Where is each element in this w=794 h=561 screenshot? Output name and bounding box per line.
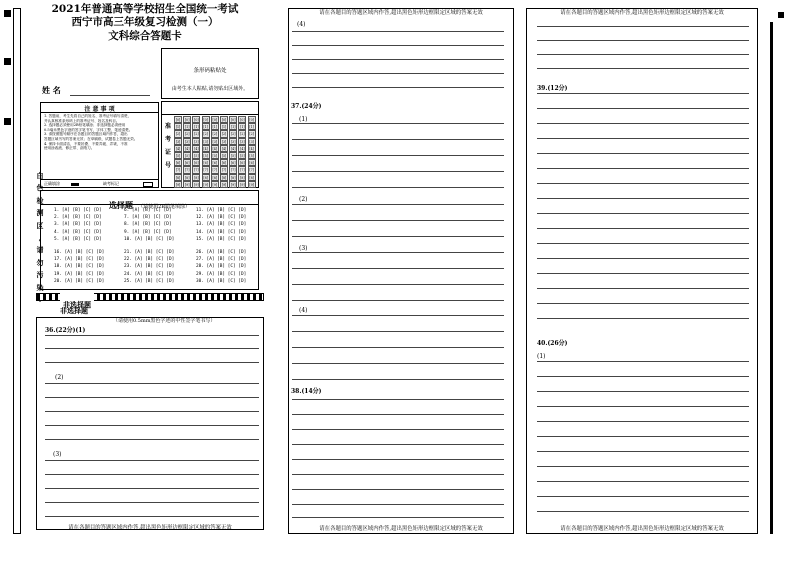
exam-digit-bubble[interactable]: [2] (249, 132, 254, 137)
notice-item: 答题区域书写的答案无效；在草稿纸、试题卷上答题无效。 (44, 136, 138, 141)
exam-digit-bubble[interactable]: [7] (230, 168, 236, 173)
exam-digit-bubble[interactable]: [2] (221, 132, 227, 137)
answer-line[interactable] (537, 243, 749, 244)
exam-digit-bubble[interactable]: [9] (230, 182, 236, 187)
q36-label: 36.(22分)(1) (45, 327, 86, 334)
col3-header-notice: 请在各题目的答题区域内作答,超出黑色矩形边框限定区域的答案无效 (560, 10, 724, 16)
answer-line[interactable] (292, 300, 504, 301)
exam-digit-bubble[interactable]: [7] (221, 168, 227, 173)
barcode-area (161, 48, 259, 99)
answer-line[interactable] (45, 397, 259, 398)
col1-footer-notice: 请在各题目的答题区域内作答,超出黑色矩形边框限定区域的答案无效 (68, 525, 232, 531)
exam-digit-bubble[interactable]: [7] (203, 168, 208, 173)
q36-part2-label: (2) (55, 374, 64, 381)
exam-number-label-char: 证 (164, 149, 171, 156)
exam-number-label-char: 准 (164, 123, 171, 130)
side-label-char: 色 (36, 183, 44, 193)
choice-group[interactable] (54, 207, 102, 243)
exam-digit-bubble[interactable]: [6] (230, 161, 236, 166)
exam-digit-bubble[interactable]: [1] (194, 125, 199, 130)
exam-digit-bubble[interactable]: [9] (212, 182, 218, 187)
notice-title: 注 意 事 项 (84, 106, 115, 113)
exam-number-label-char: 号 (164, 162, 171, 169)
answer-line[interactable] (292, 284, 504, 285)
side-label-char: 染 (36, 282, 44, 292)
answer-line[interactable] (537, 40, 749, 41)
answer-line[interactable] (45, 488, 259, 489)
answer-line[interactable] (292, 187, 504, 188)
answer-line[interactable] (292, 489, 504, 490)
exam-digit-bubble[interactable]: [8] (240, 175, 245, 180)
name-field[interactable] (70, 95, 150, 96)
exam-digit-bubble[interactable]: [4] (194, 146, 199, 151)
notice-item: 并认真核准条形码上的准考证号、姓名及科目。 (44, 118, 120, 123)
answer-line[interactable] (537, 361, 749, 362)
exam-digit-bubble[interactable]: [8] (184, 175, 190, 180)
answer-line[interactable] (292, 155, 504, 156)
exam-digit-column[interactable] (248, 116, 256, 188)
exam-digit-bubble[interactable]: [4] (221, 146, 227, 151)
answer-line[interactable] (45, 439, 259, 440)
nonchoice-title-below: 非选择题 (60, 306, 88, 315)
side-label-char: 污 (36, 270, 44, 280)
answer-line[interactable] (537, 273, 749, 274)
exam-digit-bubble[interactable]: [0] (240, 118, 245, 122)
col3-footer-notice: 请在各题目的答题区域内作答,超出黑色矩形边框限定区域的答案无效 (560, 526, 724, 532)
answer-line[interactable] (292, 379, 504, 380)
choice-question-row[interactable]: 26. [A] [B] [C] [D] (196, 250, 247, 255)
exam-number-columns[interactable] (174, 116, 258, 188)
choice-group[interactable] (196, 249, 246, 285)
choice-question-row[interactable]: 14. [A] [B] [C] [D] (196, 229, 247, 235)
exam-digit-bubble[interactable]: [6] (203, 161, 208, 166)
exam-digit-bubble[interactable]: [7] (249, 168, 254, 173)
exam-digit-bubble[interactable]: [5] (240, 153, 245, 158)
registration-mark-low-left (4, 118, 11, 125)
col2-footer-notice: 请在各题目的答题区域内作答,超出黑色矩形边框限定区域的答案无效 (319, 526, 483, 532)
answer-line[interactable] (45, 411, 259, 412)
exam-digit-bubble[interactable]: [1] (212, 125, 218, 130)
answer-line[interactable] (292, 414, 504, 415)
choice-question-row[interactable]: 21. [A] [B] [C] [D] (124, 250, 175, 255)
side-label-char: 白 (36, 171, 44, 180)
answer-line[interactable] (537, 466, 749, 467)
answer-line[interactable] (537, 108, 749, 109)
answer-line[interactable] (537, 288, 749, 289)
choice-question-row[interactable]: 28. [A] [B] [C] [D] (196, 264, 247, 270)
q37-part4-label: (4) (299, 307, 308, 314)
answer-line[interactable] (537, 213, 749, 214)
choice-group[interactable] (196, 207, 246, 243)
choice-question-row[interactable]: 25. [A] [B] [C] [D] (124, 278, 175, 284)
q37-part3-label: (3) (299, 245, 308, 252)
answer-line[interactable] (45, 348, 259, 349)
q38-label: 38.(14分) (291, 388, 322, 395)
answer-line[interactable] (45, 362, 259, 363)
col2-part4-label: (4) (297, 21, 306, 28)
exam-digit-bubble[interactable]: [5] (249, 153, 254, 158)
exam-digit-column[interactable] (192, 116, 200, 188)
answer-line[interactable] (45, 460, 259, 461)
choice-question-row[interactable]: 2. [A] [B] [C] [D] (54, 215, 102, 221)
exam-digit-bubble[interactable]: [7] (175, 168, 181, 173)
choice-title: 选择题 (109, 200, 134, 210)
answer-line[interactable] (537, 54, 749, 55)
exam-digit-bubble[interactable]: [5] (212, 153, 218, 158)
exam-number-grid (161, 101, 259, 188)
answer-line[interactable] (537, 138, 749, 139)
exam-digit-bubble[interactable]: [1] (203, 125, 208, 130)
choice-question-row[interactable]: 16. [A] [B] [C] [D] (54, 250, 105, 255)
answer-line[interactable] (292, 347, 504, 348)
choice-question-row[interactable]: 13. [A] [B] [C] [D] (196, 222, 247, 228)
choice-question-row[interactable]: 10. [A] [B] [C] [D] (124, 236, 175, 242)
exam-digit-bubble[interactable]: [9] (203, 182, 208, 187)
answer-line[interactable] (292, 31, 504, 32)
choice-question-row[interactable]: 18. [A] [B] [C] [D] (54, 264, 105, 270)
exam-digit-bubble[interactable]: [0] (203, 118, 208, 122)
exam-digit-column[interactable] (229, 116, 237, 188)
choice-question-row[interactable]: 22. [A] [B] [C] [D] (124, 257, 175, 263)
exam-digit-bubble[interactable]: [3] (184, 139, 190, 144)
choice-group[interactable] (54, 249, 104, 285)
exam-digit-bubble[interactable]: [3] (249, 139, 254, 144)
choice-question-row[interactable]: 5. [A] [B] [C] [D] (54, 236, 102, 242)
q37-label: 37.(24分) (291, 103, 322, 110)
exam-digit-column[interactable] (183, 116, 191, 188)
card-title: 文科综合答题卡 (108, 30, 182, 42)
answer-line[interactable] (537, 511, 749, 512)
exam-digit-bubble[interactable]: [6] (221, 161, 227, 166)
choice-section (40, 190, 259, 290)
answer-line[interactable] (537, 258, 749, 259)
exam-digit-bubble[interactable]: [8] (221, 175, 227, 180)
left-edge-strip (13, 8, 21, 534)
choice-subtitle: （请使用2B铅笔填涂） (138, 204, 190, 210)
column2-answer-area[interactable] (288, 8, 514, 534)
notice-item: 2. 选择题必须使用2B铅笔填涂；非选择题必须使用 (44, 123, 126, 128)
exam-digit-bubble[interactable]: [6] (212, 161, 218, 166)
choice-question-row[interactable]: 27. [A] [B] [C] [D] (196, 257, 247, 263)
q37-part1-label: (1) (299, 116, 308, 123)
exam-digit-bubble[interactable]: [9] (194, 182, 199, 187)
answer-line[interactable] (537, 198, 749, 199)
nonchoice-subtitle: （请使用0.5mm黑色字迹的中性签字笔书写） (113, 318, 216, 324)
missing-exam-label: 缺考标记 (103, 181, 119, 186)
exam-subtitle: 西宁市高三年级复习检测（一） (71, 16, 219, 28)
exam-digit-bubble[interactable]: [2] (175, 132, 181, 137)
exam-digit-bubble[interactable]: [8] (212, 175, 218, 180)
exam-number-label (164, 120, 172, 172)
answer-line[interactable] (537, 93, 749, 94)
choice-group[interactable] (124, 207, 174, 243)
exam-digit-bubble[interactable]: [9] (249, 182, 254, 187)
choice-question-row[interactable]: 3. [A] [B] [C] [D] (54, 222, 102, 228)
exam-digit-bubble[interactable]: [7] (212, 168, 218, 173)
exam-digit-column[interactable] (174, 116, 182, 188)
exam-digit-bubble[interactable]: [9] (175, 182, 181, 187)
choice-question-row[interactable]: 29. [A] [B] [C] [D] (196, 271, 247, 277)
answer-line[interactable] (292, 59, 504, 60)
answer-line[interactable] (292, 123, 504, 124)
exam-digit-bubble[interactable]: [1] (175, 125, 181, 130)
answer-line[interactable] (292, 331, 504, 332)
answer-line[interactable] (537, 318, 749, 319)
exam-digit-bubble[interactable]: [6] (194, 161, 199, 166)
exam-digit-bubble[interactable]: [4] (230, 146, 236, 151)
registration-mark-top-left (4, 10, 11, 17)
answer-line[interactable] (537, 123, 749, 124)
answer-line[interactable] (537, 496, 749, 497)
exam-digit-bubble[interactable]: [8] (203, 175, 208, 180)
answer-line[interactable] (292, 399, 504, 400)
answer-line[interactable] (292, 171, 504, 172)
notice-items (44, 114, 156, 151)
side-label-char: 勿 (36, 257, 44, 267)
exam-digit-bubble[interactable]: [4] (212, 146, 218, 151)
correct-fill-sample (71, 183, 79, 186)
exam-digit-column[interactable] (211, 116, 219, 188)
choice-question-row[interactable]: 11. [A] [B] [C] [D] (196, 208, 247, 213)
choice-question-row[interactable]: 4. [A] [B] [C] [D] (54, 229, 102, 235)
q37-part2-label: (2) (299, 196, 308, 203)
side-label-char: 检 (36, 195, 44, 205)
choice-question-row[interactable]: 19. [A] [B] [C] [D] (54, 271, 105, 277)
exam-digit-bubble[interactable]: [8] (230, 175, 236, 180)
q36-part3-label: (3) (53, 451, 62, 458)
exam-digit-bubble[interactable]: [4] (240, 146, 245, 151)
notice-item: 1. 答题前，考生先将自己的姓名、准考证号填写清楚， (44, 114, 132, 118)
answer-line[interactable] (537, 421, 749, 422)
choice-question-row[interactable]: 6. [A] [B] [C] [D] (124, 208, 172, 213)
exam-digit-bubble[interactable]: [8] (194, 175, 199, 180)
q40-part1-label: (1) (537, 353, 546, 360)
exam-digit-bubble[interactable]: [5] (230, 153, 236, 158)
exam-digit-column[interactable] (202, 116, 210, 188)
exam-digit-bubble[interactable]: [0] (249, 118, 254, 122)
exam-digit-bubble[interactable]: [5] (203, 153, 208, 158)
answer-line[interactable] (292, 139, 504, 140)
choice-question-row[interactable]: 24. [A] [B] [C] [D] (124, 271, 175, 277)
barcode-label: 条形码粘贴处 (193, 68, 227, 74)
choice-group[interactable] (124, 249, 174, 285)
choice-question-row[interactable]: 20. [A] [B] [C] [D] (54, 278, 105, 284)
answer-line[interactable] (292, 459, 504, 460)
missing-exam-box[interactable] (143, 182, 153, 187)
exam-digit-bubble[interactable]: [9] (240, 182, 245, 187)
exam-digit-bubble[interactable]: [1] (184, 125, 190, 130)
exam-digit-bubble[interactable]: [8] (249, 175, 254, 180)
exam-digit-bubble[interactable]: [4] (249, 146, 254, 151)
side-label-char: 区 (36, 220, 44, 230)
answer-line[interactable] (292, 87, 504, 88)
answer-line[interactable] (537, 406, 749, 407)
answer-line[interactable] (292, 73, 504, 74)
answer-line[interactable] (537, 436, 749, 437)
answer-line[interactable] (537, 391, 749, 392)
answer-line[interactable] (292, 474, 504, 475)
answer-line[interactable] (292, 429, 504, 430)
exam-digit-bubble[interactable]: [3] (194, 139, 199, 144)
exam-digit-bubble[interactable]: [2] (184, 132, 190, 137)
barcode-note: 由考生本人粘贴,请勿贴出区域外。 (171, 86, 249, 92)
exam-digit-bubble[interactable]: [3] (175, 139, 181, 144)
exam-digit-bubble[interactable]: [3] (240, 139, 245, 144)
exam-digit-bubble[interactable]: [1] (230, 125, 236, 130)
exam-digit-column[interactable] (238, 116, 246, 188)
answer-line[interactable] (537, 228, 749, 229)
exam-digit-bubble[interactable]: [5] (184, 153, 190, 158)
notice-box (40, 102, 159, 188)
answer-line[interactable] (45, 425, 259, 426)
side-label-char: 请 (36, 245, 44, 255)
answer-line[interactable] (292, 517, 504, 518)
registration-mark-top-right (778, 12, 784, 18)
correct-fill-label: 正确填涂 (44, 181, 60, 186)
notice-item: 使用涂改液、修正带、刮纸刀。 (44, 146, 95, 151)
exam-digit-bubble[interactable]: [2] (212, 132, 218, 137)
exam-digit-bubble[interactable]: [6] (175, 161, 181, 166)
exam-digit-bubble[interactable]: [2] (194, 132, 199, 137)
answer-line[interactable] (537, 153, 749, 154)
exam-digit-bubble[interactable]: [4] (203, 146, 208, 151)
exam-digit-bubble[interactable]: [2] (203, 132, 208, 137)
answer-line[interactable] (537, 183, 749, 184)
exam-digit-bubble[interactable]: [0] (230, 118, 236, 122)
exam-digit-bubble[interactable]: [5] (194, 153, 199, 158)
answer-line[interactable] (292, 204, 504, 205)
choice-question-row[interactable]: 23. [A] [B] [C] [D] (124, 264, 175, 270)
name-label: 姓 名 (42, 85, 61, 95)
exam-digit-bubble[interactable]: [3] (230, 139, 236, 144)
answer-line[interactable] (45, 335, 259, 336)
exam-digit-bubble[interactable]: [2] (240, 132, 245, 137)
exam-digit-bubble[interactable]: [9] (184, 182, 190, 187)
exam-digit-bubble[interactable]: [9] (221, 182, 227, 187)
answer-line[interactable] (292, 504, 504, 505)
exam-number-label-char: 考 (164, 136, 171, 143)
choice-question-row[interactable]: 15. [A] [B] [C] [D] (196, 236, 247, 242)
choice-question-row[interactable]: 7. [A] [B] [C] [D] (124, 215, 172, 221)
exam-digit-bubble[interactable]: [0] (194, 118, 199, 122)
notice-item: 4. 保持卡面清洁，不要折叠、不要弄破、弄皱，不准 (44, 141, 128, 146)
answer-line[interactable] (45, 516, 259, 517)
answer-line[interactable] (537, 451, 749, 452)
q40-label: 40.(26分) (537, 340, 568, 347)
answer-line[interactable] (537, 68, 749, 69)
nonchoice-title: 非选择题 (63, 300, 91, 309)
exam-digit-bubble[interactable]: [4] (184, 146, 190, 151)
exam-digit-bubble[interactable]: [3] (203, 139, 208, 144)
exam-digit-bubble[interactable]: [6] (249, 161, 254, 166)
answer-line[interactable] (537, 376, 749, 377)
answer-line[interactable] (292, 220, 504, 221)
answer-line[interactable] (292, 315, 504, 316)
exam-digit-bubble[interactable]: [0] (184, 118, 190, 122)
choice-question-row[interactable]: 1. [A] [B] [C] [D] (54, 208, 102, 213)
choice-question-row[interactable]: 12. [A] [B] [C] [D] (196, 215, 247, 221)
notice-item: 0.5毫米黑色字迹的签字笔书写，字体工整、笔迹清楚。 (44, 127, 133, 132)
answer-line[interactable] (45, 474, 259, 475)
exam-digit-bubble[interactable]: [1] (240, 125, 245, 130)
answer-line[interactable] (537, 26, 749, 27)
answer-line[interactable] (292, 268, 504, 269)
exam-digit-bubble[interactable]: [1] (221, 125, 227, 130)
exam-digit-bubble[interactable]: [5] (221, 153, 227, 158)
side-label-char: , (38, 233, 42, 243)
side-label-char: 测 (36, 208, 44, 218)
exam-digit-bubble[interactable]: [6] (184, 161, 190, 166)
choice-question-row[interactable]: 8. [A] [B] [C] [D] (124, 222, 172, 228)
exam-digit-bubble[interactable]: [2] (230, 132, 236, 137)
q39-label: 39.(12分) (537, 85, 568, 92)
exam-digit-bubble[interactable]: [6] (240, 161, 245, 166)
exam-digit-bubble[interactable]: [5] (175, 153, 181, 158)
exam-digit-bubble[interactable]: [8] (175, 175, 181, 180)
exam-digit-column[interactable] (220, 116, 228, 188)
exam-title: 2021年普通高等学校招生全国统一考试 (51, 3, 239, 15)
answer-line[interactable] (537, 481, 749, 482)
column3-answer-area[interactable] (526, 8, 758, 534)
answer-line[interactable] (537, 168, 749, 169)
choice-question-row[interactable]: 9. [A] [B] [C] [D] (124, 229, 172, 235)
right-edge-bar (770, 22, 773, 534)
answer-line[interactable] (537, 303, 749, 304)
q36-answer-area[interactable] (36, 317, 264, 530)
registration-mark-mid-left (4, 58, 11, 65)
notice-item: 3. 请按照题号顺序在各题目的答题区域内作答，超出 (44, 132, 128, 137)
exam-digit-bubble[interactable]: [7] (240, 168, 245, 173)
exam-digit-bubble[interactable]: [0] (221, 118, 227, 122)
choice-question-row[interactable]: 30. [A] [B] [C] [D] (196, 278, 247, 284)
exam-digit-bubble[interactable]: [0] (212, 118, 218, 122)
choice-answer-grid[interactable] (54, 207, 259, 289)
exam-digit-bubble[interactable]: [1] (249, 125, 254, 130)
exam-digit-bubble[interactable]: [0] (175, 118, 181, 122)
exam-digit-bubble[interactable]: [7] (194, 168, 199, 173)
exam-digit-bubble[interactable]: [4] (175, 146, 181, 151)
exam-digit-bubble[interactable]: [3] (212, 139, 218, 144)
answer-line[interactable] (45, 383, 259, 384)
exam-digit-bubble[interactable]: [3] (221, 139, 227, 144)
answer-line[interactable] (292, 363, 504, 364)
col2-header-notice: 请在各题目的答题区域内作答,超出黑色矩形边框限定区域的答案无效 (319, 10, 483, 16)
exam-digit-bubble[interactable]: [7] (184, 168, 190, 173)
answer-line[interactable] (292, 252, 504, 253)
choice-question-row[interactable]: 17. [A] [B] [C] [D] (54, 257, 105, 263)
answer-line[interactable] (292, 236, 504, 237)
answer-line[interactable] (292, 444, 504, 445)
answer-line[interactable] (292, 45, 504, 46)
answer-line[interactable] (45, 502, 259, 503)
